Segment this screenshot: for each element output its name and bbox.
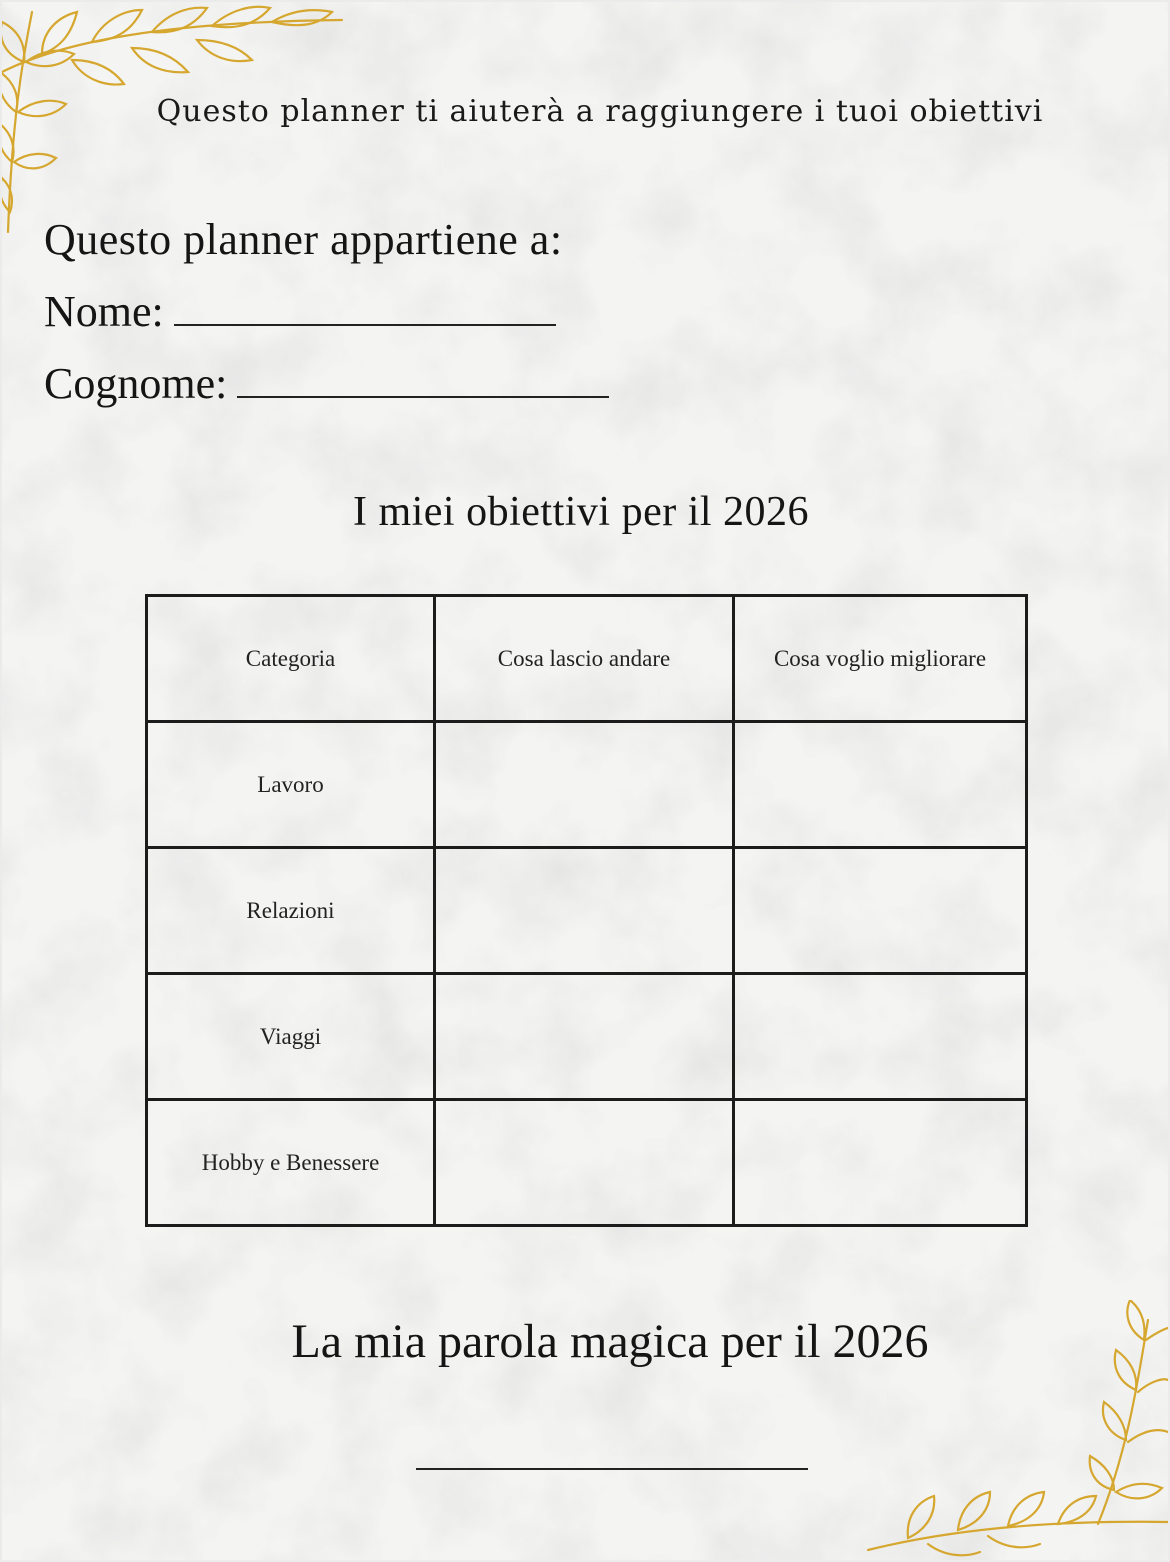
- improve-cell[interactable]: [734, 1100, 1027, 1226]
- let-go-cell[interactable]: [435, 1100, 734, 1226]
- goals-table: [145, 594, 1028, 1227]
- table-row: [147, 722, 1027, 848]
- improve-cell[interactable]: [734, 974, 1027, 1100]
- category-cell: Hobby e Benessere: [147, 1100, 435, 1226]
- table-row: [147, 1100, 1027, 1226]
- table-header-row: [147, 596, 1027, 722]
- column-header-category: Categoria: [147, 596, 435, 722]
- planner-subtitle: Questo planner ti aiuterà a raggiungere i tuoi obiettivi: [156, 94, 1044, 129]
- let-go-cell[interactable]: [435, 848, 734, 974]
- surname-field: [44, 358, 609, 409]
- improve-cell[interactable]: [734, 848, 1027, 974]
- owner-heading: Questo planner appartiene a:: [44, 215, 563, 264]
- planner-page: [2, 2, 1168, 1560]
- table-row: [147, 974, 1027, 1100]
- magic-word-title: La mia parola magica per il 2026: [291, 1315, 929, 1368]
- name-blank-line[interactable]: [174, 294, 556, 326]
- let-go-cell[interactable]: [435, 974, 734, 1100]
- surname-blank-line[interactable]: [237, 366, 609, 398]
- category-cell: Relazioni: [147, 848, 435, 974]
- category-cell: Viaggi: [147, 974, 435, 1100]
- column-header-improve: Cosa voglio migliorare: [734, 596, 1027, 722]
- let-go-cell[interactable]: [435, 722, 734, 848]
- improve-cell[interactable]: [734, 722, 1027, 848]
- column-header-let-go: Cosa lascio andare: [435, 596, 734, 722]
- category-cell: Lavoro: [147, 722, 435, 848]
- surname-label: Cognome:: [44, 359, 228, 408]
- goals-title: I miei obiettivi per il 2026: [352, 489, 810, 535]
- name-label: Nome:: [44, 287, 164, 336]
- table-row: [147, 848, 1027, 974]
- magic-word-blank-line[interactable]: [416, 1468, 808, 1470]
- name-field: [44, 286, 556, 337]
